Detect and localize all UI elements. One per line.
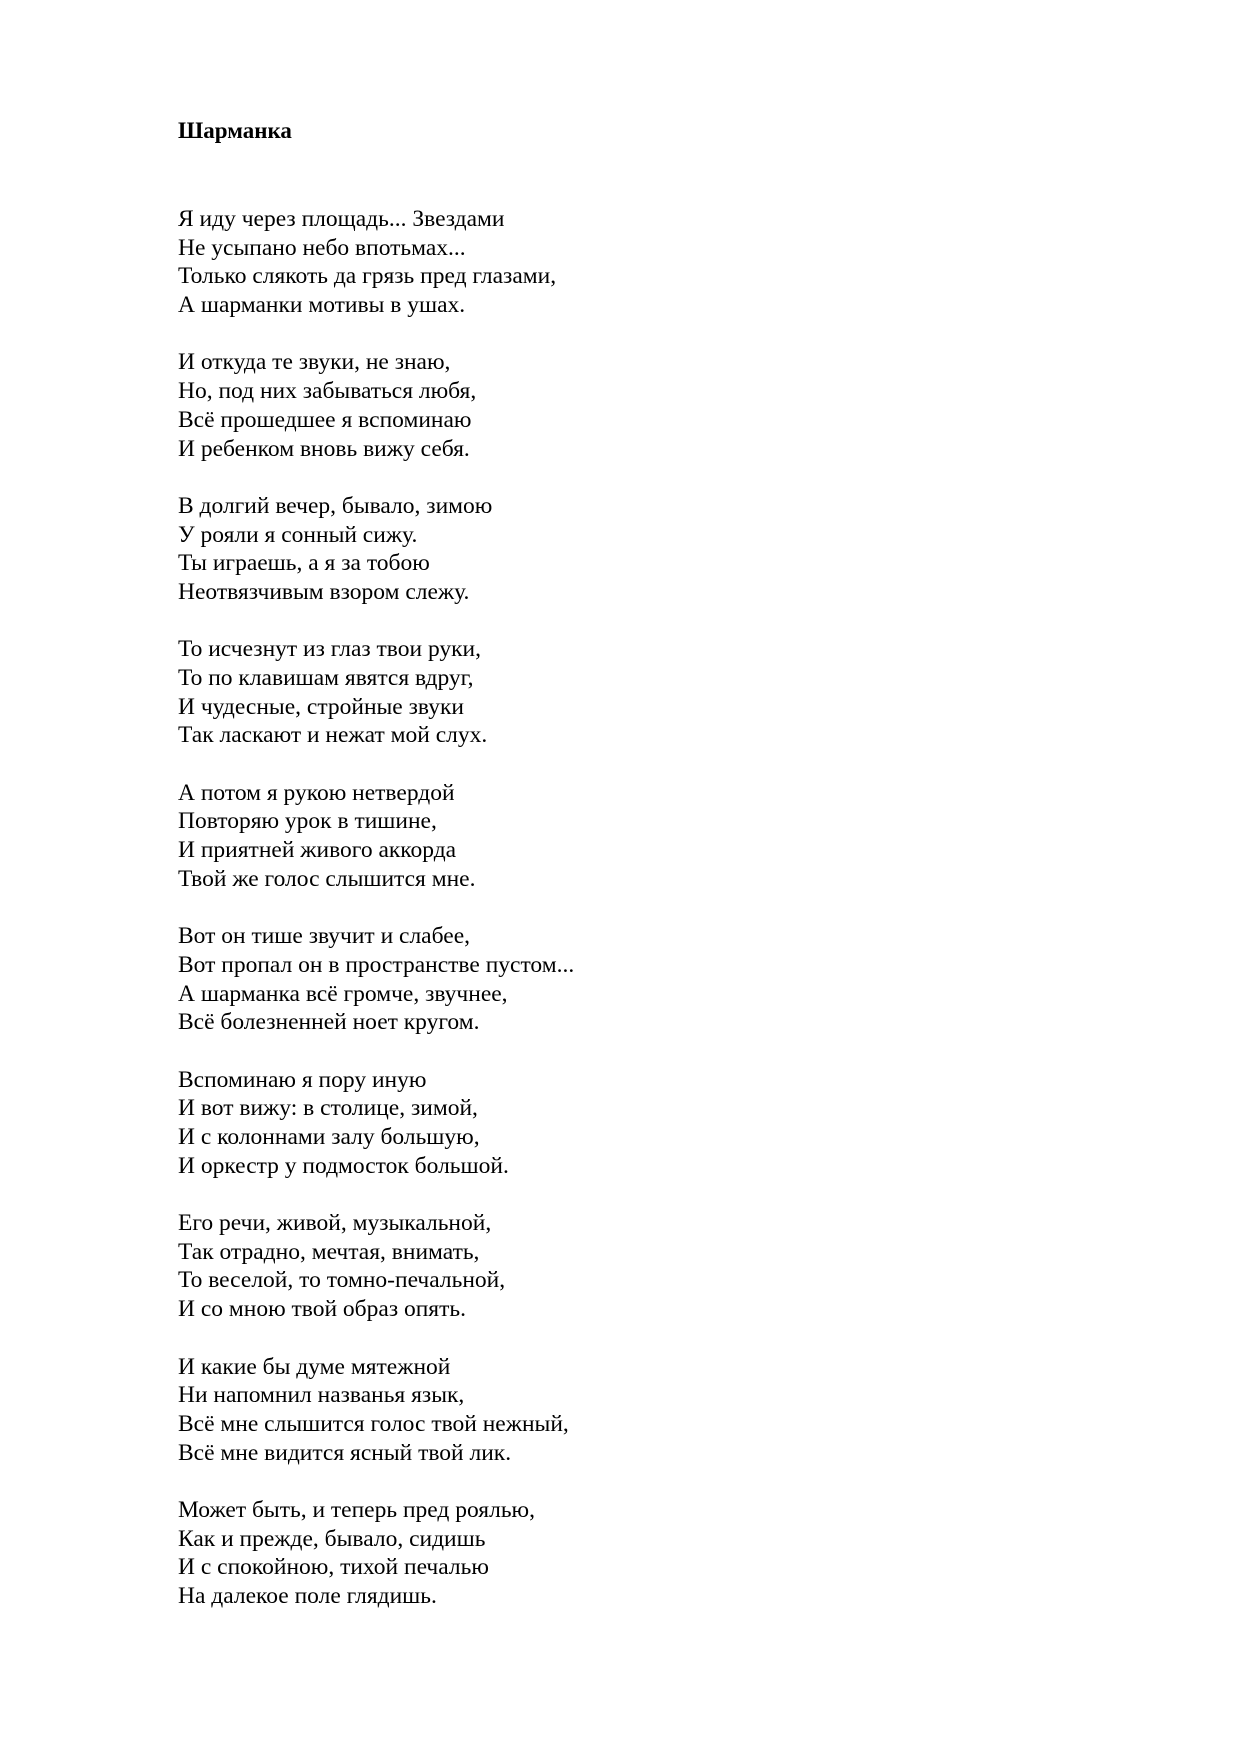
- stanza-7: [178, 1066, 1078, 1181]
- poem-line: Ты играешь, а я за тобою: [178, 550, 430, 577]
- poem-line: Повторяю урок в тишине,: [178, 808, 437, 835]
- poem-line: А шарманка всё громче, звучнее,: [178, 980, 508, 1007]
- stanza-1: [178, 205, 1078, 320]
- stanza-5: [178, 779, 1078, 894]
- poem-line: И откуда те звуки, не знаю,: [178, 349, 451, 376]
- poem-line: Но, под них забываться любя,: [178, 378, 477, 405]
- poem-line: Только слякоть да грязь пред глазами,: [178, 263, 557, 290]
- poem-line: И вот вижу: в столице, зимой,: [178, 1095, 478, 1122]
- poem-line: Как и прежде, бывало, сидишь: [178, 1525, 486, 1552]
- poem-line: То исчезнут из глаз твои руки,: [178, 636, 481, 663]
- poem-line: И чудесные, стройные звуки: [178, 693, 464, 720]
- poem-line: Его речи, живой, музыкальной,: [178, 1210, 492, 1237]
- poem-line: В долгий вечер, бывало, зимою: [178, 492, 493, 519]
- poem-line: Неотвязчивым взором слежу.: [178, 578, 470, 605]
- poem-line: А потом я рукою нетвердой: [178, 779, 455, 806]
- stanza-9: [178, 1353, 1078, 1468]
- poem-line: И какие бы думе мятежной: [178, 1353, 451, 1380]
- poem-line: У рояли я сонный сижу.: [178, 521, 418, 548]
- poem-line: Может быть, и теперь пред роялью,: [178, 1496, 535, 1523]
- stanza-4: [178, 635, 1078, 750]
- stanza-6: [178, 922, 1078, 1037]
- poem-line: И с спокойною, тихой печалью: [178, 1554, 489, 1581]
- poem-line: Ни напомнил названья язык,: [178, 1382, 465, 1409]
- poem-line: И приятней живого аккорда: [178, 837, 457, 864]
- poem-line: Всё мне видится ясный твой лик.: [178, 1439, 512, 1466]
- poem-line: На далекое поле глядишь.: [178, 1583, 437, 1609]
- poem-line: Не усыпано небо впотьмах...: [178, 234, 466, 261]
- poem-line: Вот пропал он в пространстве пустом...: [178, 951, 575, 978]
- poem-line: И с колоннами залу большую,: [178, 1124, 480, 1150]
- poem-line: А шарманки мотивы в ушах.: [178, 292, 466, 319]
- poem-line: Вот он тише звучит и слабее,: [178, 923, 470, 950]
- poem-line: Так отрадно, мечтая, внимать,: [178, 1238, 480, 1265]
- poem-line: Всё прошедшее я вспоминаю: [178, 406, 472, 433]
- poem-line: Так ласкают и нежат мой слух.: [178, 722, 488, 749]
- poem-line: Вспоминаю я пору иную: [178, 1066, 427, 1093]
- poem-line: То веселой, то томно-печальной,: [178, 1267, 506, 1294]
- poem-line: Всё мне слышится голос твой нежный,: [178, 1410, 569, 1437]
- poem-line: И оркестр у подмосток большой.: [178, 1152, 509, 1179]
- poem-line: Твой же голос слышится мне.: [178, 865, 476, 892]
- poem-title: Шарманка: [178, 118, 292, 143]
- poem-line: Я иду через площадь... Звездами: [178, 206, 505, 232]
- poem-body: [178, 205, 1078, 1639]
- stanza-8: [178, 1209, 1078, 1324]
- poem-line: То по клавишам явятся вдруг,: [178, 665, 474, 691]
- poem-line: И со мною твой образ опять.: [178, 1296, 466, 1323]
- stanza-3: [178, 492, 1078, 607]
- poem-line: И ребенком вновь вижу себя.: [178, 435, 470, 462]
- stanza-10: [178, 1496, 1078, 1611]
- poem-line: Всё болезненней ноет кругом.: [178, 1009, 480, 1036]
- stanza-2: [178, 348, 1078, 463]
